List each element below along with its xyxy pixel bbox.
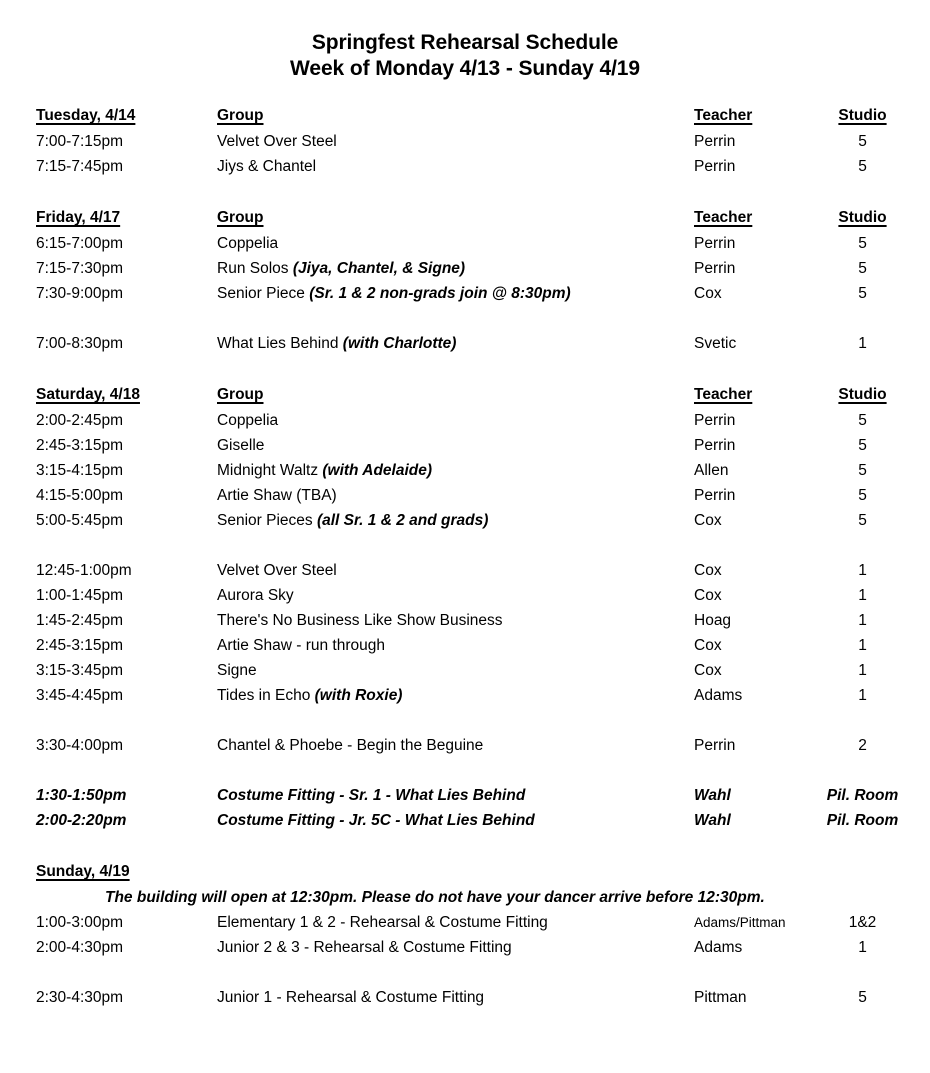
schedule-row — [36, 483, 910, 508]
day-header-label — [36, 102, 217, 129]
row-group — [217, 408, 694, 433]
row-group-name: There's No Business Like Show Business — [217, 612, 503, 629]
row-teacher — [694, 483, 815, 508]
day-header-label — [36, 381, 217, 408]
schedule-row — [36, 733, 910, 758]
row-studio-text: 1 — [858, 335, 867, 352]
row-time — [36, 558, 217, 583]
row-teacher-text: Wahl — [694, 812, 731, 829]
row-time — [36, 583, 217, 608]
row-teacher — [694, 683, 815, 708]
row-group — [217, 558, 694, 583]
row-teacher — [694, 129, 815, 154]
row-time — [36, 608, 217, 633]
row-studio-text: 1 — [858, 687, 867, 704]
row-teacher-text: Cox — [694, 285, 722, 302]
row-teacher-text: Cox — [694, 662, 722, 679]
row-time — [36, 129, 217, 154]
row-group-name: Elementary 1 & 2 - Rehearsal & Costume Fitting — [217, 914, 548, 931]
row-studio-text: 5 — [858, 285, 867, 302]
row-group-note: (with Charlotte) — [342, 335, 457, 352]
schedule-table — [0, 102, 930, 1010]
row-time-text: 5:00-5:45pm — [36, 512, 124, 529]
row-studio — [815, 783, 910, 808]
row-group — [217, 483, 694, 508]
row-group-name: Artie Shaw (TBA) — [217, 487, 337, 504]
row-group-name: Junior 1 - Rehearsal & Costume Fitting — [217, 989, 485, 1006]
row-studio-text: 5 — [858, 133, 867, 150]
section-announcement: The building will open at 12:30pm. Please do not have your dancer arrive before 12:30pm. — [105, 889, 765, 906]
row-teacher — [694, 808, 815, 833]
row-group-name: Tides in Echo — [217, 687, 315, 704]
row-studio-text: 2 — [858, 737, 867, 754]
row-teacher-text: Perrin — [694, 437, 736, 454]
row-studio-text: 1 — [858, 612, 867, 629]
title-line-secondary: Week of Monday 4/13 - Sunday 4/19 — [290, 57, 640, 80]
row-teacher-text: Adams/Pittman — [694, 915, 786, 930]
row-group — [217, 608, 694, 633]
row-studio — [815, 256, 910, 281]
row-group-note: (Jiya, Chantel, & Signe) — [292, 260, 466, 277]
row-group-name: Velvet Over Steel — [217, 562, 337, 579]
row-time-text: 2:45-3:15pm — [36, 637, 124, 654]
row-teacher — [694, 633, 815, 658]
row-studio-text: 1 — [858, 562, 867, 579]
row-group-name: Senior Piece — [217, 285, 310, 302]
row-teacher-text: Perrin — [694, 158, 736, 175]
column-header-studio-text: Studio — [838, 386, 887, 403]
row-studio — [815, 129, 910, 154]
row-studio-text: 5 — [858, 487, 867, 504]
row-studio — [815, 458, 910, 483]
schedule-row — [36, 808, 910, 833]
row-time — [36, 658, 217, 683]
row-studio — [815, 808, 910, 833]
column-header-group — [217, 102, 694, 129]
row-spacer — [36, 533, 910, 558]
row-group-name: Velvet Over Steel — [217, 133, 337, 150]
schedule-row — [36, 583, 910, 608]
row-group-name: Chantel & Phoebe - Begin the Beguine — [217, 737, 484, 754]
row-teacher-text: Cox — [694, 587, 722, 604]
row-group — [217, 231, 694, 256]
row-teacher — [694, 231, 815, 256]
row-teacher — [694, 608, 815, 633]
row-studio — [815, 935, 910, 960]
row-teacher-text: Adams — [694, 939, 743, 956]
row-spacer — [36, 708, 910, 733]
column-header-group-text: Group — [217, 107, 264, 124]
column-header-group — [217, 204, 694, 231]
column-header-teacher-text: Teacher — [694, 209, 753, 226]
row-group — [217, 458, 694, 483]
schedule-row — [36, 985, 910, 1010]
schedule-row — [36, 558, 910, 583]
row-studio-text: 1 — [858, 637, 867, 654]
row-teacher — [694, 583, 815, 608]
row-time — [36, 808, 217, 833]
column-header-studio — [815, 102, 910, 129]
row-group — [217, 256, 694, 281]
row-group-note: (Sr. 1 & 2 non-grads join @ 8:30pm) — [309, 285, 571, 302]
row-group — [217, 985, 694, 1010]
row-teacher-text: Perrin — [694, 737, 736, 754]
row-teacher — [694, 281, 815, 306]
section-gap — [36, 356, 910, 381]
row-teacher — [694, 935, 815, 960]
row-teacher-text: Perrin — [694, 260, 736, 277]
column-header-studio-text: Studio — [838, 209, 887, 226]
schedule-row — [36, 633, 910, 658]
row-time — [36, 683, 217, 708]
row-time — [36, 733, 217, 758]
row-time — [36, 783, 217, 808]
schedule-row — [36, 331, 910, 356]
section-gap — [36, 833, 910, 858]
row-teacher — [694, 508, 815, 533]
row-time — [36, 154, 217, 179]
schedule-row — [36, 783, 910, 808]
row-studio-text: 5 — [858, 989, 867, 1006]
row-time-text: 7:15-7:45pm — [36, 158, 124, 175]
row-group-note: (with Roxie) — [314, 687, 403, 704]
row-group-name: Costume Fitting - Jr. 5C - What Lies Behind — [217, 812, 535, 829]
row-studio — [815, 154, 910, 179]
column-header-group-text: Group — [217, 386, 264, 403]
row-studio — [815, 408, 910, 433]
row-spacer — [36, 758, 910, 783]
row-studio — [815, 910, 910, 935]
row-studio — [815, 608, 910, 633]
column-header-group-text: Group — [217, 209, 264, 226]
schedule-row — [36, 408, 910, 433]
schedule-row — [36, 231, 910, 256]
row-studio-text: 1&2 — [848, 914, 877, 931]
row-teacher — [694, 256, 815, 281]
row-time — [36, 935, 217, 960]
day-header-label — [36, 204, 217, 231]
schedule-row — [36, 935, 910, 960]
title-line-primary: Springfest Rehearsal Schedule — [311, 31, 619, 54]
row-teacher — [694, 985, 815, 1010]
row-group-name: Jiys & Chantel — [217, 158, 317, 175]
column-header-studio-text: Studio — [838, 107, 887, 124]
row-teacher — [694, 433, 815, 458]
row-time — [36, 483, 217, 508]
day-header-label — [36, 858, 217, 885]
row-group-name: Giselle — [217, 437, 265, 454]
row-studio-text: 5 — [858, 260, 867, 277]
row-teacher — [694, 331, 815, 356]
row-teacher — [694, 783, 815, 808]
row-studio — [815, 508, 910, 533]
schedule-row — [36, 256, 910, 281]
schedule-row — [36, 658, 910, 683]
row-time — [36, 281, 217, 306]
row-time-text: 7:30-9:00pm — [36, 285, 124, 302]
row-group — [217, 508, 694, 533]
row-studio-text: 5 — [858, 437, 867, 454]
row-teacher-text: Cox — [694, 562, 722, 579]
day-header-label-text: Sunday, 4/19 — [36, 863, 130, 880]
row-group-name: What Lies Behind — [217, 335, 343, 352]
column-header-teacher — [694, 102, 815, 129]
row-group-name: Costume Fitting - Sr. 1 - What Lies Behind — [217, 787, 526, 804]
row-time — [36, 508, 217, 533]
row-teacher-text: Adams — [694, 687, 743, 704]
schedule-row — [36, 129, 910, 154]
day-header-label-text: Tuesday, 4/14 — [36, 107, 136, 124]
row-studio-text: 1 — [858, 939, 867, 956]
row-teacher — [694, 558, 815, 583]
row-teacher-text: Allen — [694, 462, 729, 479]
row-studio — [815, 331, 910, 356]
row-teacher — [694, 154, 815, 179]
row-studio — [815, 583, 910, 608]
row-time — [36, 408, 217, 433]
row-teacher-text: Perrin — [694, 487, 736, 504]
row-studio-text: 5 — [858, 512, 867, 529]
schedule-row — [36, 608, 910, 633]
row-time-text: 1:30-1:50pm — [36, 787, 127, 804]
row-studio — [815, 231, 910, 256]
row-teacher — [694, 408, 815, 433]
column-header-teacher — [694, 381, 815, 408]
row-teacher-text: Cox — [694, 512, 722, 529]
schedule-row — [36, 433, 910, 458]
row-spacer — [36, 960, 910, 985]
row-group — [217, 433, 694, 458]
row-group-name: Aurora Sky — [217, 587, 294, 604]
day-header-label-text: Saturday, 4/18 — [36, 386, 140, 403]
row-studio-text: 5 — [858, 412, 867, 429]
row-time-text: 7:15-7:30pm — [36, 260, 124, 277]
row-teacher-text: Perrin — [694, 412, 736, 429]
row-teacher — [694, 733, 815, 758]
row-teacher-text: Pittman — [694, 989, 747, 1006]
row-group — [217, 129, 694, 154]
row-studio-text: 1 — [858, 587, 867, 604]
column-header-teacher — [694, 204, 815, 231]
section-gap — [36, 179, 910, 204]
row-group — [217, 935, 694, 960]
row-teacher-text: Hoag — [694, 612, 732, 629]
row-group — [217, 783, 694, 808]
row-group-name: Run Solos — [217, 260, 293, 277]
schedule-row — [36, 508, 910, 533]
row-teacher-text: Perrin — [694, 235, 736, 252]
row-group — [217, 683, 694, 708]
row-time — [36, 910, 217, 935]
row-time-text: 1:45-2:45pm — [36, 612, 124, 629]
row-studio — [815, 633, 910, 658]
row-time-text: 6:15-7:00pm — [36, 235, 124, 252]
row-time-text: 3:45-4:45pm — [36, 687, 124, 704]
row-time — [36, 985, 217, 1010]
section-header-4 — [36, 858, 910, 885]
row-time-text: 2:45-3:15pm — [36, 437, 124, 454]
row-group — [217, 658, 694, 683]
column-header-studio — [815, 381, 910, 408]
row-teacher-text: Cox — [694, 637, 722, 654]
day-header-label-text: Friday, 4/17 — [36, 209, 121, 226]
row-time-text: 1:00-1:45pm — [36, 587, 124, 604]
row-group-name: Junior 2 & 3 - Rehearsal & Costume Fitting — [217, 939, 512, 956]
row-studio — [815, 483, 910, 508]
row-teacher-text: Svetic — [694, 335, 737, 352]
row-group — [217, 583, 694, 608]
row-time — [36, 633, 217, 658]
row-studio-text: 5 — [858, 462, 867, 479]
row-group-name: Signe — [217, 662, 257, 679]
row-spacer — [36, 306, 910, 331]
row-studio — [815, 658, 910, 683]
row-time-text: 7:00-8:30pm — [36, 335, 124, 352]
row-teacher — [694, 458, 815, 483]
row-time-text: 2:00-4:30pm — [36, 939, 124, 956]
row-teacher — [694, 658, 815, 683]
row-time-text: 12:45-1:00pm — [36, 562, 132, 579]
column-header-teacher-text: Teacher — [694, 386, 753, 403]
row-time — [36, 331, 217, 356]
row-studio-text: Pil. Room — [826, 787, 899, 804]
row-studio — [815, 558, 910, 583]
row-studio-text: 1 — [858, 662, 867, 679]
section-header-2 — [36, 204, 910, 231]
row-studio — [815, 733, 910, 758]
row-group — [217, 281, 694, 306]
row-group-name: Coppelia — [217, 235, 279, 252]
row-group-name: Coppelia — [217, 412, 279, 429]
row-time — [36, 256, 217, 281]
row-time-text: 3:30-4:00pm — [36, 737, 124, 754]
row-time — [36, 231, 217, 256]
row-time — [36, 458, 217, 483]
column-header-studio — [815, 204, 910, 231]
row-group — [217, 910, 694, 935]
row-time-text: 7:00-7:15pm — [36, 133, 124, 150]
schedule-row — [36, 683, 910, 708]
document-title — [0, 0, 930, 82]
row-studio — [815, 433, 910, 458]
section-header-3 — [36, 381, 910, 408]
row-time-text: 2:30-4:30pm — [36, 989, 124, 1006]
row-time-text: 2:00-2:20pm — [36, 812, 127, 829]
column-header-teacher-text: Teacher — [694, 107, 753, 124]
row-group-note: (all Sr. 1 & 2 and grads) — [316, 512, 489, 529]
schedule-row — [36, 458, 910, 483]
row-time-text: 3:15-4:15pm — [36, 462, 124, 479]
row-group-note: (with Adelaide) — [322, 462, 433, 479]
row-group — [217, 808, 694, 833]
row-studio — [815, 683, 910, 708]
row-teacher-text: Perrin — [694, 133, 736, 150]
row-group-name: Senior Pieces — [217, 512, 317, 529]
section-header-1 — [36, 102, 910, 129]
row-time — [36, 433, 217, 458]
schedule-row — [36, 281, 910, 306]
schedule-row — [36, 154, 910, 179]
row-time-text: 3:15-3:45pm — [36, 662, 124, 679]
row-group-name: Midnight Waltz — [217, 462, 323, 479]
row-studio — [815, 281, 910, 306]
row-time-text: 1:00-3:00pm — [36, 914, 124, 931]
row-studio-text: 5 — [858, 235, 867, 252]
row-group-name: Artie Shaw - run through — [217, 637, 386, 654]
row-group — [217, 733, 694, 758]
schedule-row — [36, 910, 910, 935]
row-group — [217, 154, 694, 179]
row-time-text: 4:15-5:00pm — [36, 487, 124, 504]
row-studio — [815, 985, 910, 1010]
row-group — [217, 331, 694, 356]
row-studio-text: Pil. Room — [826, 812, 899, 829]
column-header-group — [217, 381, 694, 408]
row-teacher — [694, 910, 815, 935]
row-teacher-text: Wahl — [694, 787, 731, 804]
row-time-text: 2:00-2:45pm — [36, 412, 124, 429]
row-studio-text: 5 — [858, 158, 867, 175]
row-group — [217, 633, 694, 658]
